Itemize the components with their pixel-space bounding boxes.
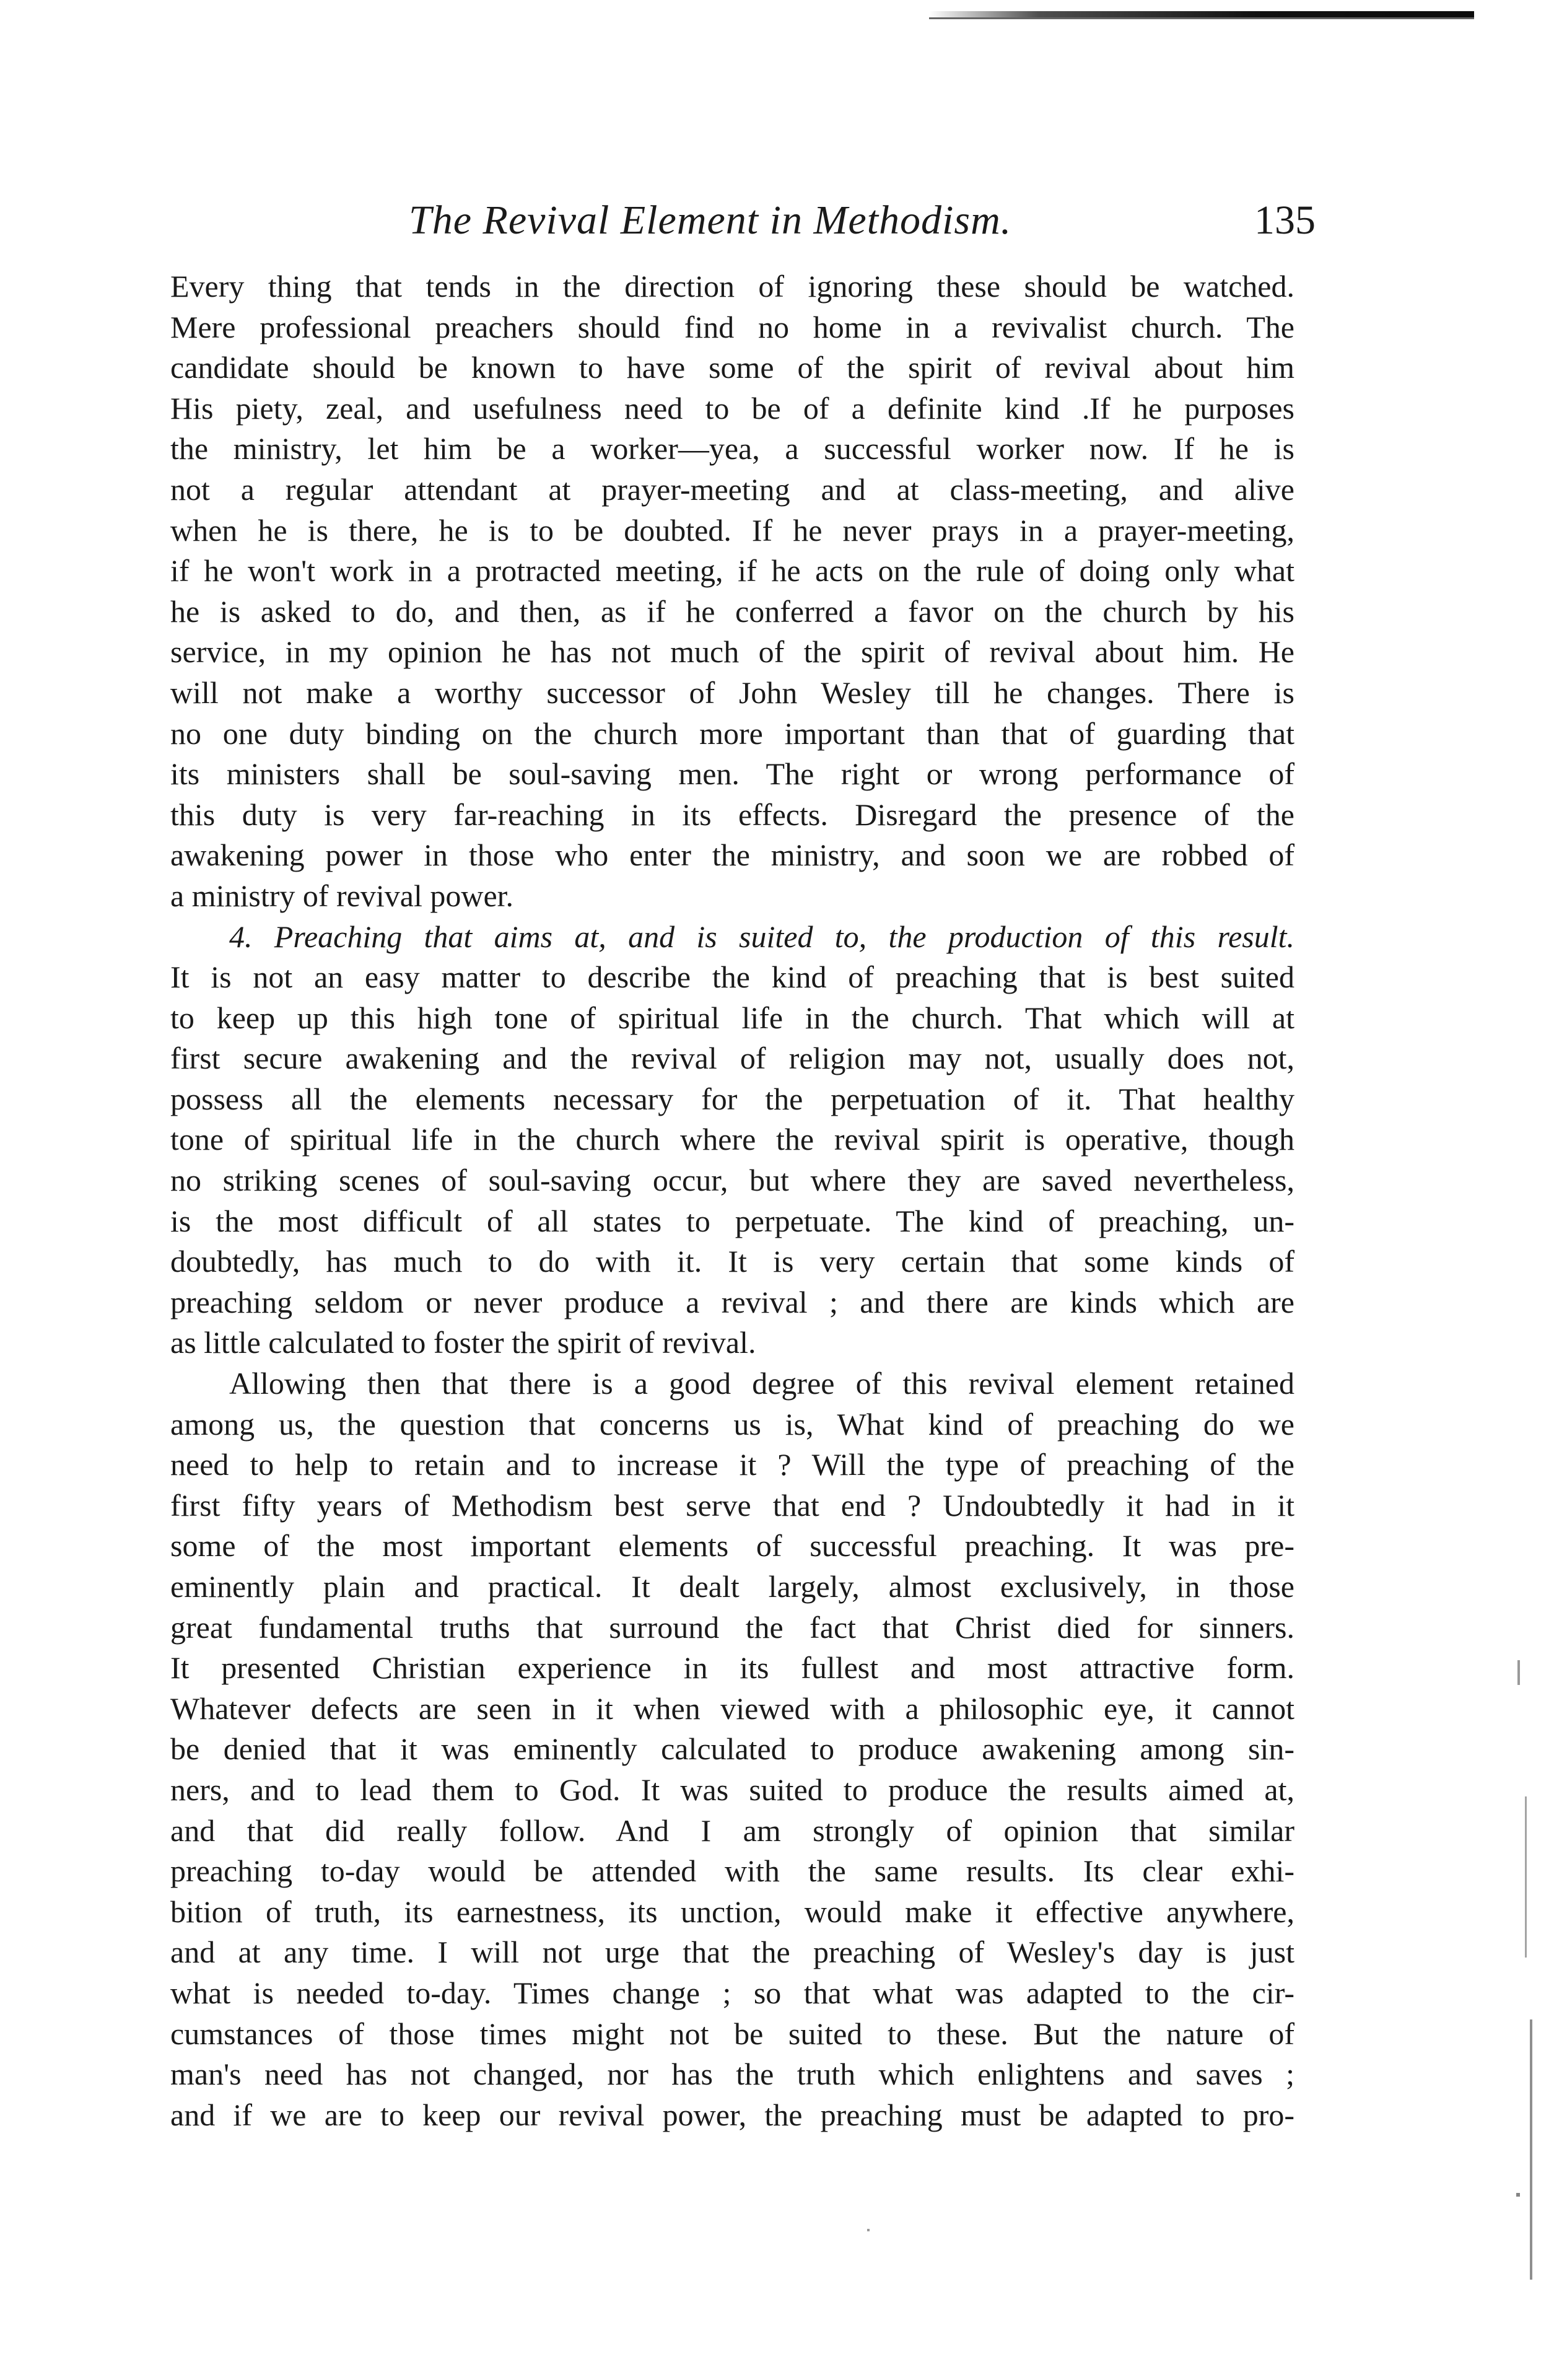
text-line: doubtedly, has much to do with it. It is very certain that some kinds of xyxy=(170,1244,1294,1279)
text-line: bition of truth, its earnestness, its unction, would make it effective anywhere, xyxy=(170,1894,1294,1929)
text-line: preaching to-day would be attended with the same results. Its clear exhi- xyxy=(170,1853,1294,1889)
top-edge-rule xyxy=(929,11,1474,17)
text-line: he is asked to do, and then, as if he conferred a favor on the church by his xyxy=(170,593,1294,629)
text-line: and that did really follow. And I am strongly of opinion that similar xyxy=(170,1813,1294,1848)
text-line: a ministry of revival power. xyxy=(170,878,514,913)
text-line: and at any time. I will not urge that the preaching of Wesley's day is just xyxy=(170,1935,1294,1970)
text-line: and if we are to keep our revival power, the preaching must be adapted to pro- xyxy=(170,2097,1294,2132)
scan-artifact xyxy=(1525,1796,1527,1958)
text-line: first secure awakening and the revival of religion may not, usually does not, xyxy=(170,1041,1294,1076)
text-line: this duty is very far-reaching in its effects. Disregard the presence of the xyxy=(170,797,1294,832)
body-text xyxy=(170,266,1294,2135)
scan-artifact xyxy=(1530,2019,1532,2280)
scan-artifact xyxy=(1516,2193,1520,2197)
text-line: His piety, zeal, and usefulness need to be of a definite kind .If he purposes xyxy=(170,390,1294,426)
text-line: great fundamental truths that surround the fact that Christ died for sinners. xyxy=(170,1609,1294,1645)
text-line: is the most difficult of all states to perpetuate. The kind of preaching, un- xyxy=(170,1203,1294,1238)
text-line: to keep up this high tone of spiritual life in the church. That which will at xyxy=(170,1000,1294,1035)
text-line: service, in my opinion he has not much of the spirit of revival about him. He xyxy=(170,634,1294,670)
text-line: not a regular attendant at prayer-meeting and at class-meeting, and alive xyxy=(170,471,1294,507)
text-line: among us, the question that concerns us is, What kind of preaching do we xyxy=(170,1406,1294,1442)
text-line: as little calculated to foster the spirit of revival. xyxy=(170,1325,756,1360)
top-edge-rule-underline xyxy=(929,17,1474,19)
text-line: It presented Christian experience in its fullest and most attractive form. xyxy=(170,1650,1294,1686)
text-line: first fifty years of Methodism best serve that end ? Undoubtedly it had in it xyxy=(170,1487,1294,1523)
text-line: no striking scenes of soul-saving occur, but where they are saved nevertheless, xyxy=(170,1163,1294,1198)
text-line: ners, and to lead them to God. It was suited to produce the results aimed at, xyxy=(170,1772,1294,1807)
text-line: Mere professional preachers should find no home in a revivalist church. The xyxy=(170,309,1294,344)
text-line: candidate should be known to have some of the spirit of revival about him xyxy=(170,350,1294,385)
text-line: eminently plain and practical. It dealt largely, almost exclusively, in those xyxy=(170,1569,1294,1604)
text-line: Allowing then that there is a good degree of this revival element retained xyxy=(229,1366,1294,1401)
text-line: some of the most important elements of successful preaching. It was pre- xyxy=(170,1528,1294,1564)
section-heading: 4. Preaching that aims at, and is suited to, the production of this result. xyxy=(229,919,1294,954)
text-line: be denied that it was eminently calculated to produce awakening among sin- xyxy=(170,1731,1294,1767)
text-line: will not make a worthy successor of John Wesley till he changes. There is xyxy=(170,675,1294,710)
running-title: The Revival Element in Methodism. xyxy=(409,198,1012,243)
text-line: Every thing that tends in the direction of ignoring these should be watched. xyxy=(170,269,1294,304)
scan-artifact xyxy=(1517,1660,1520,1685)
text-line: man's need has not changed, nor has the truth which enlightens and saves ; xyxy=(170,2057,1294,2092)
text-line: preaching seldom or never produce a revival ; and there are kinds which are xyxy=(170,1284,1294,1319)
scan-artifact xyxy=(867,2229,870,2231)
text-line: possess all the elements necessary for the perpetuation of it. That healthy xyxy=(170,1081,1294,1116)
text-line: its ministers shall be soul-saving men. The right or wrong performance of xyxy=(170,756,1294,792)
text-line: what is needed to-day. Times change ; so that what was adapted to the cir- xyxy=(170,1975,1294,2010)
text-line: It is not an easy matter to describe the kind of preaching that is best suited xyxy=(170,960,1294,995)
text-line: cumstances of those times might not be suited to these. But the nature of xyxy=(170,2016,1294,2051)
text-line: tone of spiritual life in the church where the revival spirit is operative, though xyxy=(170,1122,1294,1157)
page-number: 135 xyxy=(1254,198,1316,243)
text-line: the ministry, let him be a worker—yea, a successful worker now. If he is xyxy=(170,431,1294,466)
text-line: if he won't work in a protracted meeting, if he acts on the rule of doing only what xyxy=(170,553,1294,588)
text-line: no one duty binding on the church more important than that of guarding that xyxy=(170,715,1294,751)
text-line: need to help to retain and to increase it ? Will the type of preaching of the xyxy=(170,1447,1294,1482)
text-line: Whatever defects are seen in it when viewed with a philosophic eye, it cannot xyxy=(170,1691,1294,1726)
text-line: when he is there, he is to be doubted. If he never prays in a prayer-meeting, xyxy=(170,512,1294,548)
text-line: awakening power in those who enter the ministry, and soon we are robbed of xyxy=(170,838,1294,873)
